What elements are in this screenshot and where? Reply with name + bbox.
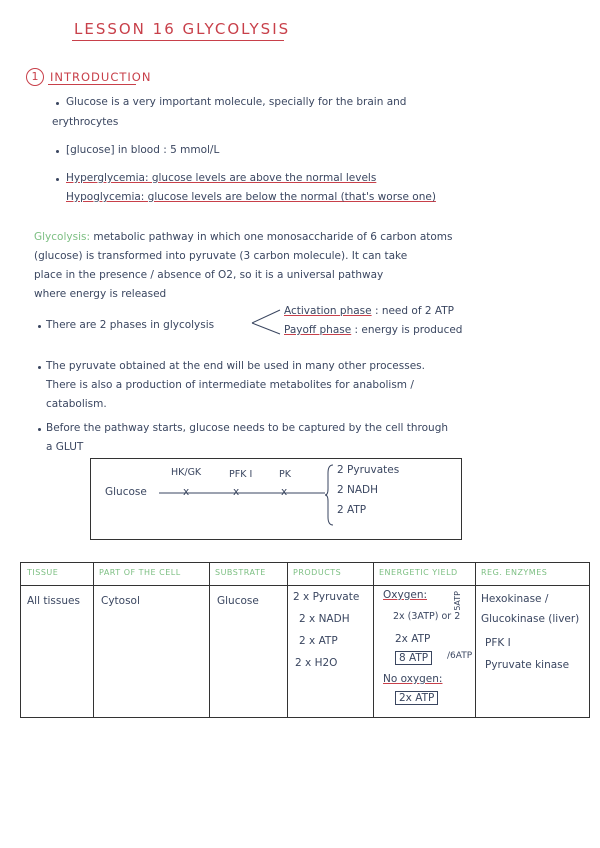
table-header-divider — [21, 585, 589, 586]
glycolysis-term: Glycolysis: — [34, 231, 90, 243]
energy-line1: 2x (3ATP) or 2 — [393, 611, 461, 622]
cell-product: 2 x H2O — [295, 657, 338, 669]
cell-substrate: Glucose — [217, 595, 259, 607]
diagram-enzyme-pk: PK — [279, 469, 291, 480]
enzyme-item: Pyruvate kinase — [485, 659, 570, 671]
summary-table — [20, 562, 590, 718]
table-col-divider — [475, 563, 476, 717]
diagram-product-pyruvates: 2 Pyruvates — [337, 464, 400, 476]
table-header-energy: ENERGETIC YIELD — [379, 568, 458, 577]
energy-boxed-anaerobic: 2x ATP — [395, 691, 438, 705]
energy-boxed-side: /6ATP — [447, 651, 473, 661]
bullet-hypoglycemia: Hypoglycemia: glucose levels are below the normal (that's worse one) — [66, 191, 436, 203]
section-number: 1 — [26, 68, 44, 86]
table-header-tissue: TISSUE — [27, 568, 59, 577]
activation-phase-note: : need of 2 ATP — [374, 305, 454, 317]
definition-line1: metabolic pathway in which one monosaccharide of 6 carbon atoms — [93, 231, 453, 243]
pyruvate-line3: catabolism. — [46, 398, 107, 410]
diagram-product-atp: 2 ATP — [337, 504, 367, 516]
cell-tissue: All tissues — [27, 595, 80, 607]
table-header-part: PART OF THE CELL — [99, 568, 181, 577]
payoff-phase — [284, 321, 462, 340]
section-title: INTRODUCTION — [50, 70, 152, 84]
cell-part: Cytosol — [101, 595, 140, 607]
before-line2: a GLUT — [46, 441, 84, 453]
bullet-hyperglycemia: Hyperglycemia: glucose levels are above the normal levels — [66, 172, 377, 184]
phases-text: There are 2 phases in glycolysis — [46, 319, 215, 331]
diagram-cross-2: x — [233, 486, 240, 498]
cell-product: 2 x NADH — [299, 613, 350, 625]
cell-product: 2 x Pyruvate — [293, 591, 360, 603]
glycolysis-diagram — [90, 458, 462, 540]
bullet-dot — [56, 178, 59, 181]
title-underline — [72, 40, 284, 41]
diagram-enzyme-pfk: PFK I — [229, 469, 253, 480]
diagram-brace — [325, 463, 335, 527]
energy-no-oxygen-label: No oxygen: — [383, 673, 443, 685]
bullet-dot — [56, 150, 59, 153]
diagram-glucose: Glucose — [105, 486, 147, 498]
pyruvate-line1: The pyruvate obtained at the end will be used in many other processes. — [46, 360, 425, 372]
bullet-blood-glucose: [glucose] in blood : 5 mmol/L — [66, 144, 220, 156]
activation-phase — [284, 302, 454, 321]
energy-line2: 2x ATP — [395, 633, 431, 645]
definition-line2: (glucose) is transformed into pyruvate (3 carbon molecule). It can take — [34, 250, 408, 262]
pyruvate-line2: There is also a production of intermediate metabolites for anabolism / — [46, 379, 414, 391]
bullet-glucose-cont: erythrocytes — [52, 116, 119, 128]
table-col-divider — [373, 563, 374, 717]
bullet-dot — [38, 325, 41, 328]
table-header-enzymes: REG. ENZYMES — [481, 568, 548, 577]
table-col-divider — [287, 563, 288, 717]
section-underline — [48, 84, 136, 85]
diagram-enzyme-hk-gk: HK/GK — [171, 467, 202, 478]
activation-phase-label: Activation phase — [284, 305, 372, 317]
energy-boxed-total: 8 ATP — [395, 651, 432, 665]
table-col-divider — [209, 563, 210, 717]
enzyme-item: Glucokinase (liver) — [481, 613, 580, 625]
bullet-glucose: Glucose is a very important molecule, specially for the brain and — [66, 96, 407, 108]
diagram-cross-3: x — [281, 486, 288, 498]
before-line1: Before the pathway starts, glucose needs to be captured by the cell through — [46, 422, 449, 434]
page-title: LESSON 16 GLYCOLYSIS — [74, 20, 291, 38]
table-col-divider — [93, 563, 94, 717]
diagram-cross-1: x — [183, 486, 190, 498]
enzyme-item: Hexokinase / — [481, 593, 549, 605]
glycolysis-definition — [34, 228, 453, 247]
energy-side-note: 5ATP — [453, 591, 462, 611]
definition-line4: where energy is released — [34, 288, 167, 300]
cell-product: 2 x ATP — [299, 635, 338, 647]
bullet-dot — [38, 428, 41, 431]
bullet-dot — [56, 102, 59, 105]
table-header-substrate: SUBSTRATE — [215, 568, 266, 577]
bullet-dot — [38, 366, 41, 369]
phases-branch-arrow — [250, 306, 284, 340]
table-header-products: PRODUCTS — [293, 568, 342, 577]
payoff-phase-note: : energy is produced — [354, 324, 463, 336]
definition-line3: place in the presence / absence of O2, so it is a universal pathway — [34, 269, 384, 281]
diagram-product-nadh: 2 NADH — [337, 484, 379, 496]
payoff-phase-label: Payoff phase — [284, 324, 352, 336]
enzyme-item: PFK I — [485, 637, 511, 649]
energy-oxygen-label: Oxygen: — [383, 589, 428, 601]
